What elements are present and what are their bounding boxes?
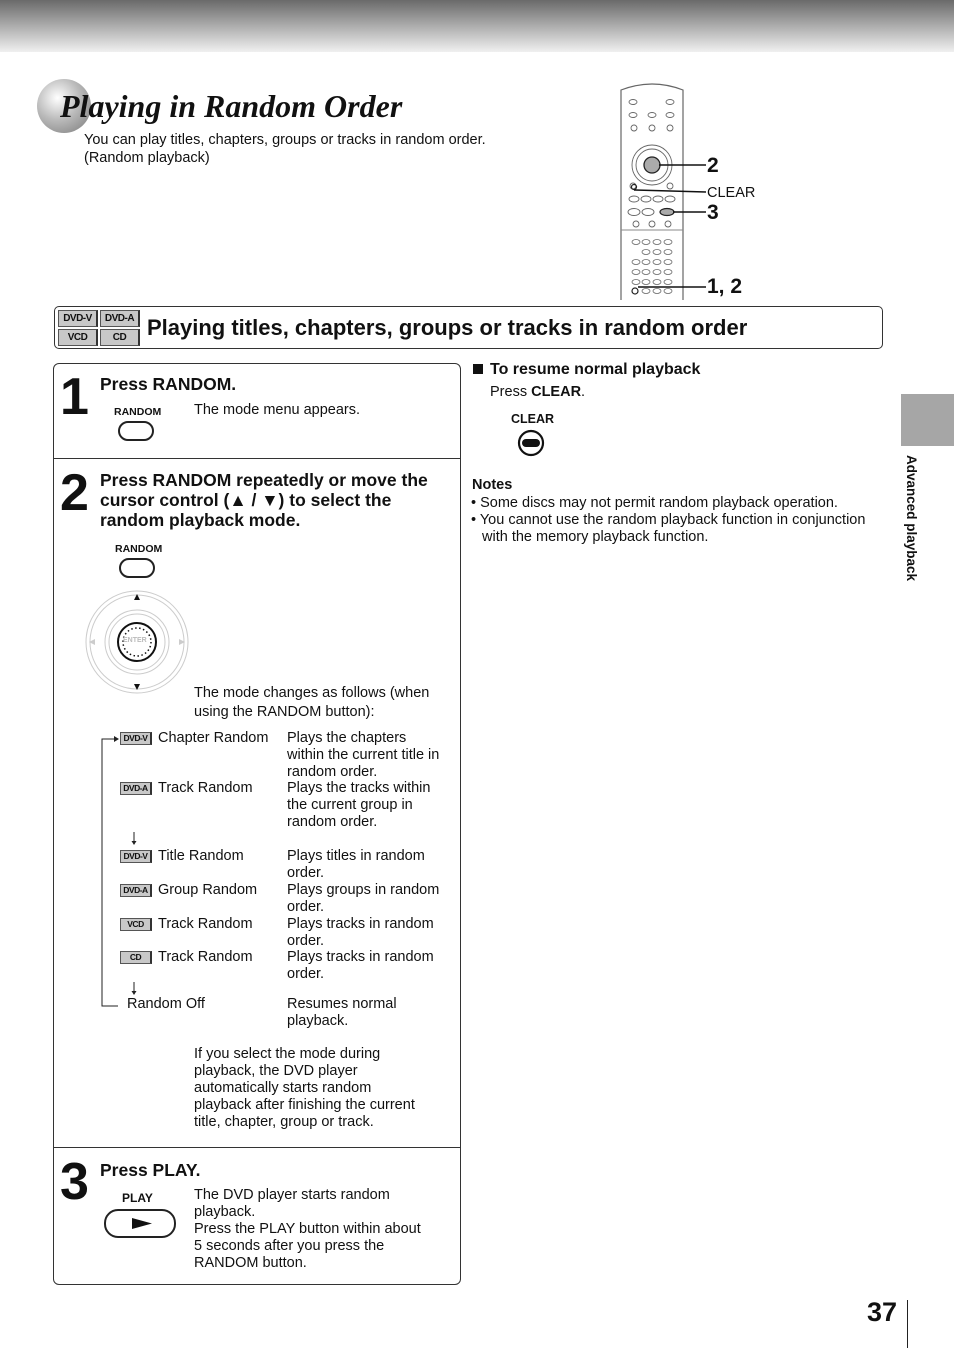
mode-name: Chapter Random: [158, 730, 269, 746]
enter-label: ENTER: [123, 637, 147, 644]
side-tab-label: Advanced playback: [904, 455, 919, 582]
section-header: [54, 306, 883, 349]
step-1-number: 1: [60, 368, 89, 426]
mode-description: Plays tracks in random order.: [287, 949, 434, 982]
step-2-number: 2: [60, 464, 89, 522]
disc-badge: DVD-V: [120, 732, 152, 745]
notes-heading: Notes: [472, 477, 513, 493]
mode-name: Group Random: [158, 882, 258, 898]
notes-list: • Some discs may not permit random playback operation. • You cannot use the random playback function in conjunction with the memory playback function.: [471, 495, 866, 545]
badge-vcd: VCD: [58, 329, 98, 346]
mode-name: Title Random: [158, 848, 244, 864]
mode-changes-text-2: using the RANDOM button):: [194, 704, 375, 720]
random-button-icon[interactable]: [119, 558, 155, 578]
mode-description: Plays the chapters within the current title in random order.: [287, 730, 440, 780]
badge-dvd-v: DVD-V: [58, 310, 98, 327]
page-title: Playing in Random Order: [60, 88, 403, 124]
step-2-heading-3: random playback mode.: [100, 510, 301, 530]
page-rule: [907, 1300, 908, 1348]
down-arrow-icon: [130, 980, 138, 996]
badge-cd: CD: [100, 329, 140, 346]
step-1-text: The mode menu appears.: [194, 402, 361, 418]
resume-text: Press CLEAR.: [490, 384, 586, 400]
mode-description: Plays groups in random order.: [287, 882, 440, 915]
mode-description: Plays the tracks within the current group in random order.: [287, 780, 431, 830]
clear-button[interactable]: [517, 429, 545, 457]
intro-text: You can play titles, chapters, groups or tracks in random order.: [84, 132, 486, 148]
callout-1-2: 1, 2: [707, 275, 743, 298]
note-item: • You cannot use the random playback function in conjunction: [471, 512, 866, 528]
random-button-icon[interactable]: [118, 421, 154, 441]
down-arrow-icon: [130, 830, 138, 846]
random-button-label: RANDOM: [114, 406, 162, 418]
step-3-number: 3: [60, 1153, 89, 1211]
disc-badge: CD: [120, 951, 152, 964]
disc-badge: DVD-A: [120, 884, 152, 897]
mode-description: Plays titles in random order.: [287, 848, 425, 881]
remote-control-icon: [615, 78, 715, 300]
mode-name: Track Random: [158, 780, 253, 796]
callout-clear: CLEAR: [707, 185, 756, 201]
step-divider: [54, 1147, 460, 1148]
disc-badge: DVD-A: [120, 782, 152, 795]
mode-name: Track Random: [158, 916, 253, 932]
square-bullet-icon: [473, 364, 483, 374]
callout-2: 2: [707, 154, 719, 177]
disc-badge: VCD: [120, 918, 152, 931]
badge-dvd-a: DVD-A: [100, 310, 140, 327]
resume-heading: To resume normal playback: [490, 361, 701, 378]
random-button-label: RANDOM: [115, 543, 163, 555]
steps-panel: [53, 363, 461, 1285]
disc-badge: DVD-V: [120, 850, 152, 863]
mode-name: Track Random: [158, 949, 253, 965]
note-item: • Some discs may not permit random playback operation.: [471, 495, 838, 511]
callout-3: 3: [707, 201, 719, 224]
page-number: 37: [867, 1297, 898, 1327]
mode-description: Resumes normal playback.: [287, 996, 397, 1029]
step-2-note: If you select the mode during playback, the DVD player automatically starts random playback after finishing the current title, chapter, group or track.: [194, 1046, 415, 1130]
mode-name: Random Off: [127, 996, 205, 1012]
cycle-arrow-icon: [98, 730, 120, 1010]
mode-description: Plays tracks in random order.: [287, 916, 434, 949]
step-divider: [54, 458, 460, 459]
clear-button-label: CLEAR: [511, 412, 555, 426]
step-3-heading: Press PLAY.: [100, 1160, 201, 1180]
step-2-heading-2: cursor control (▲ / ▼) to select the: [100, 490, 392, 510]
intro-text-2: (Random playback): [84, 150, 210, 166]
step-2-heading-1: Press RANDOM repeatedly or move the: [100, 470, 428, 490]
play-button[interactable]: [104, 1209, 176, 1238]
mode-changes-text: The mode changes as follows (when: [194, 685, 430, 701]
step-3-text: The DVD player starts random playback. Press the PLAY button within about 5 seconds after you press the RANDOM button.: [194, 1187, 421, 1271]
section-title: Playing titles, chapters, groups or tracks in random order: [147, 315, 748, 340]
play-icon: [106, 1211, 174, 1236]
step-1-heading: Press RANDOM.: [100, 374, 237, 394]
top-banner: [0, 0, 954, 52]
play-button-label: PLAY: [122, 1191, 153, 1205]
side-tab: [901, 394, 954, 446]
